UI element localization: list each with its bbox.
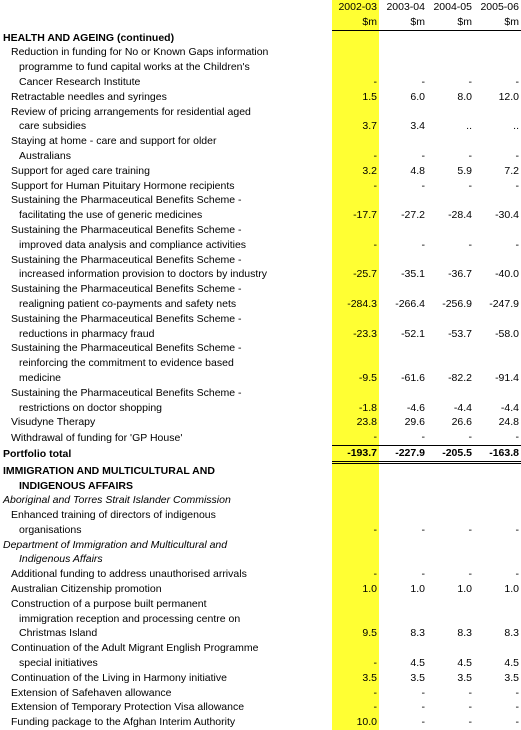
value-cell-2005-06 [474, 105, 521, 120]
value-cell-2005-06: 24.8 [498, 416, 519, 429]
value-cell-2002-03 [332, 282, 379, 297]
value-cell-2004-05: - [468, 431, 472, 444]
value-cell-2002-03: - [373, 523, 377, 536]
value-cell-2002-03 [332, 356, 379, 371]
table-row [0, 134, 521, 149]
value-cell-2004-05: - [468, 686, 472, 699]
value-cell-2005-06 [474, 612, 521, 627]
value-cell-2002-03: - [373, 431, 377, 444]
value-cell-2002-03: - [373, 568, 377, 581]
value-cell-2003-04: 3.5 [410, 671, 425, 684]
measure-label: immigration reception and processing centre on [19, 612, 241, 625]
value-cell-2002-03 [332, 462, 379, 478]
value-cell-2003-04 [379, 45, 427, 60]
value-cell-2005-06 [474, 552, 521, 567]
agency-heading-row [0, 538, 521, 553]
table-row [0, 341, 521, 356]
measure-label: Sustaining the Pharmaceutical Benefits Scheme - [11, 223, 242, 236]
value-cell-2003-04 [379, 30, 427, 45]
value-cell-2005-06: - [515, 431, 519, 444]
value-cell-2003-04: - [421, 238, 425, 251]
value-cell-2003-04 [379, 552, 427, 567]
value-cell-2003-04 [379, 538, 427, 553]
value-cell-2003-04: 4.8 [410, 164, 425, 177]
value-cell-2003-04 [379, 282, 427, 297]
value-cell-2005-06 [474, 134, 521, 149]
value-cell-2003-04: - [421, 523, 425, 536]
value-cell-2002-03 [332, 193, 379, 208]
value-cell-2002-03 [332, 253, 379, 268]
value-cell-2004-05: - [468, 179, 472, 192]
value-cell-2002-03: - [373, 75, 377, 88]
table-row [0, 179, 521, 194]
value-cell-2005-06 [474, 193, 521, 208]
table-row [0, 90, 521, 105]
value-cell-2004-05 [427, 493, 474, 508]
value-cell-2003-04: -27.2 [401, 209, 425, 222]
measure-label: Christmas Island [19, 627, 98, 640]
table-row [0, 119, 521, 134]
table-row [0, 386, 521, 401]
section-heading-row [0, 30, 521, 45]
value-cell-2002-03: 3.5 [362, 671, 377, 684]
value-cell-2005-06 [474, 60, 521, 75]
value-cell-2005-06: 12.0 [498, 90, 519, 103]
value-cell-2002-03 [332, 641, 379, 656]
measure-label: Extension of Safehaven allowance [11, 686, 172, 699]
value-cell-2003-04 [379, 105, 427, 120]
measure-label: Australians [19, 149, 71, 162]
measure-label: Construction of a purpose built permanent [11, 597, 207, 610]
value-cell-2003-04: -35.1 [401, 268, 425, 281]
agency-label: Indigenous Affairs [19, 553, 103, 566]
value-cell-2003-04: -61.6 [401, 371, 425, 384]
value-cell-2005-06 [474, 641, 521, 656]
value-cell-2003-04: - [421, 716, 425, 729]
measure-label: Visudyne Therapy [11, 416, 96, 429]
value-cell-2004-05: -82.2 [448, 371, 472, 384]
value-cell-2002-03: -25.7 [353, 268, 377, 281]
value-cell-2004-05 [427, 193, 474, 208]
value-cell-2002-03: 10.0 [356, 716, 377, 729]
value-cell-2002-03: -1.8 [358, 401, 377, 414]
value-cell-2005-06: -163.8 [474, 445, 521, 462]
measure-label: Retractable needles and syringes [11, 90, 167, 103]
value-cell-2002-03 [332, 612, 379, 627]
value-cell-2003-04: 6.0 [410, 90, 425, 103]
value-cell-2002-03: -17.7 [353, 209, 377, 222]
year-header-2003-04: 2003-04 [386, 1, 425, 13]
table-row [0, 149, 521, 164]
value-cell-2004-05: -256.9 [442, 297, 472, 310]
value-cell-2005-06: .. [513, 120, 519, 133]
value-cell-2002-03 [332, 312, 379, 327]
value-cell-2003-04 [379, 508, 427, 523]
value-cell-2005-06: -40.0 [495, 268, 519, 281]
header-blank [0, 15, 332, 30]
table-row [0, 267, 521, 282]
value-cell-2004-05: -28.4 [448, 209, 472, 222]
year-header-2005-06: 2005-06 [480, 1, 519, 13]
value-cell-2004-05: 3.5 [457, 671, 472, 684]
value-cell-2004-05 [427, 538, 474, 553]
table-row [0, 105, 521, 120]
value-cell-2002-03 [332, 134, 379, 149]
measure-label: restrictions on doctor shopping [19, 401, 162, 414]
agency-label: Department of Immigration and Multicultural and [3, 538, 228, 551]
value-cell-2002-03 [332, 552, 379, 567]
value-cell-2003-04: - [421, 686, 425, 699]
measure-label: Australian Citizenship promotion [11, 583, 162, 596]
measure-label: Funding package to the Afghan Interim Authority [11, 716, 236, 729]
unit-header: $m [427, 15, 474, 30]
table-row [0, 238, 521, 253]
value-cell-2005-06 [474, 508, 521, 523]
portfolio-total-row [0, 445, 521, 462]
value-cell-2005-06: - [515, 568, 519, 581]
value-cell-2005-06: -91.4 [495, 371, 519, 384]
table-row [0, 671, 521, 686]
value-cell-2003-04: - [421, 149, 425, 162]
value-cell-2003-04 [379, 60, 427, 75]
value-cell-2004-05 [427, 508, 474, 523]
value-cell-2002-03 [332, 479, 379, 494]
value-cell-2003-04: - [421, 431, 425, 444]
value-cell-2005-06 [474, 30, 521, 45]
value-cell-2004-05: - [468, 716, 472, 729]
table-row [0, 641, 521, 656]
unit-header: $m [379, 15, 427, 30]
value-cell-2003-04 [379, 641, 427, 656]
value-cell-2003-04 [379, 462, 427, 478]
value-cell-2003-04 [379, 597, 427, 612]
value-cell-2005-06 [474, 341, 521, 356]
value-cell-2004-05 [427, 356, 474, 371]
value-cell-2002-03 [332, 105, 379, 120]
value-cell-2004-05 [427, 341, 474, 356]
value-cell-2005-06 [474, 493, 521, 508]
value-cell-2003-04 [379, 312, 427, 327]
table-row [0, 60, 521, 75]
table-row [0, 567, 521, 582]
section-label: INDIGENOUS AFFAIRS [19, 479, 133, 492]
value-cell-2005-06: -30.4 [495, 209, 519, 222]
value-cell-2004-05: - [468, 523, 472, 536]
value-cell-2003-04 [379, 356, 427, 371]
measure-label: increased information provision to doctors by industry [19, 268, 268, 281]
header-blank [0, 0, 332, 15]
value-cell-2005-06: 7.2 [504, 164, 519, 177]
table-row [0, 612, 521, 627]
value-cell-2004-05 [427, 462, 474, 478]
measure-label: Sustaining the Pharmaceutical Benefits Scheme - [11, 386, 242, 399]
value-cell-2002-03 [332, 493, 379, 508]
value-cell-2005-06: - [515, 238, 519, 251]
agency-heading-row [0, 493, 521, 508]
value-cell-2005-06: -58.0 [495, 327, 519, 340]
value-cell-2002-03 [332, 538, 379, 553]
value-cell-2003-04: -4.6 [406, 401, 425, 414]
value-cell-2004-05: 4.5 [457, 657, 472, 670]
value-cell-2005-06 [474, 479, 521, 494]
value-cell-2005-06: - [515, 716, 519, 729]
value-cell-2002-03: 9.5 [362, 627, 377, 640]
value-cell-2002-03: 1.5 [362, 90, 377, 103]
measure-label: special initiatives [19, 657, 98, 670]
value-cell-2005-06 [474, 253, 521, 268]
value-cell-2002-03: - [373, 179, 377, 192]
measure-label: Additional funding to address unauthorised arrivals [11, 568, 247, 581]
value-cell-2004-05: - [468, 149, 472, 162]
measure-label: care subsidies [19, 120, 87, 133]
measure-label: Staying at home - care and support for older [11, 135, 217, 148]
value-cell-2002-03 [332, 386, 379, 401]
value-cell-2005-06 [474, 223, 521, 238]
measure-label: Sustaining the Pharmaceutical Benefits Scheme - [11, 342, 242, 355]
value-cell-2003-04 [379, 341, 427, 356]
value-cell-2003-04: 1.0 [410, 583, 425, 596]
value-cell-2003-04: 29.6 [404, 416, 425, 429]
value-cell-2003-04: - [421, 75, 425, 88]
measure-label: Cancer Research Institute [19, 75, 141, 88]
header-years-row [0, 0, 521, 15]
value-cell-2005-06: 1.0 [504, 583, 519, 596]
value-cell-2005-06: 3.5 [504, 671, 519, 684]
value-cell-2002-03: - [373, 238, 377, 251]
value-cell-2005-06: - [515, 75, 519, 88]
measure-label: Sustaining the Pharmaceutical Benefits Scheme - [11, 283, 242, 296]
value-cell-2002-03: 23.8 [356, 416, 377, 429]
table-row [0, 312, 521, 327]
value-cell-2004-05: -53.7 [448, 327, 472, 340]
value-cell-2005-06: -4.4 [500, 401, 519, 414]
value-cell-2005-06 [474, 312, 521, 327]
value-cell-2002-03: 1.0 [362, 583, 377, 596]
table-row [0, 297, 521, 312]
value-cell-2004-05: 8.3 [457, 627, 472, 640]
value-cell-2004-05 [427, 597, 474, 612]
value-cell-2002-03 [332, 597, 379, 612]
value-cell-2003-04 [379, 253, 427, 268]
value-cell-2004-05 [427, 253, 474, 268]
value-cell-2003-04: - [421, 179, 425, 192]
value-cell-2004-05: -36.7 [448, 268, 472, 281]
measure-label: medicine [19, 371, 62, 384]
value-cell-2003-04: - [421, 701, 425, 714]
value-cell-2003-04: 3.4 [410, 120, 425, 133]
table-row [0, 164, 521, 179]
value-cell-2004-05 [427, 30, 474, 45]
value-cell-2005-06: 8.3 [504, 627, 519, 640]
table-row [0, 626, 521, 641]
value-cell-2003-04: - [421, 568, 425, 581]
measure-label: Continuation of the Living in Harmony initiative [11, 671, 227, 684]
table-row [0, 193, 521, 208]
value-cell-2005-06 [474, 386, 521, 401]
value-cell-2005-06: - [515, 149, 519, 162]
measure-label: Support for Human Pituitary Hormone recipients [11, 179, 235, 192]
measure-label: organisations [19, 523, 82, 536]
section-label: IMMIGRATION AND MULTICULTURAL AND [3, 464, 215, 477]
value-cell-2003-04: 4.5 [410, 657, 425, 670]
measure-label: facilitating the use of generic medicines [19, 209, 203, 222]
value-cell-2002-03 [332, 508, 379, 523]
table-row [0, 356, 521, 371]
table-row [0, 401, 521, 416]
value-cell-2004-05 [427, 641, 474, 656]
measure-label: reinforcing the commitment to evidence based [19, 357, 234, 370]
measure-label: Extension of Temporary Protection Visa allowance [11, 701, 245, 714]
value-cell-2004-05: - [468, 701, 472, 714]
value-cell-2004-05: - [468, 75, 472, 88]
value-cell-2005-06 [474, 356, 521, 371]
measure-label: Withdrawal of funding for 'GP House' [11, 431, 183, 444]
value-cell-2004-05 [427, 312, 474, 327]
value-cell-2003-04: -52.1 [401, 327, 425, 340]
value-cell-2005-06: -247.9 [489, 297, 519, 310]
measure-label: reductions in pharmacy fraud [19, 327, 155, 340]
header-units-row [0, 15, 521, 30]
measure-label: programme to fund capital works at the Children's [19, 61, 250, 74]
section-heading-row [0, 462, 521, 478]
table-row [0, 523, 521, 538]
table-row [0, 327, 521, 342]
value-cell-2003-04 [379, 493, 427, 508]
value-cell-2004-05 [427, 223, 474, 238]
section-label: HEALTH AND AGEING (continued) [3, 31, 175, 44]
table-row [0, 45, 521, 60]
value-cell-2002-03 [332, 223, 379, 238]
value-cell-2004-05: 1.0 [457, 583, 472, 596]
value-cell-2003-04 [379, 223, 427, 238]
value-cell-2003-04: -227.9 [379, 445, 427, 462]
measure-label: Sustaining the Pharmaceutical Benefits Scheme - [11, 312, 242, 325]
value-cell-2005-06: 4.5 [504, 657, 519, 670]
table-row [0, 582, 521, 597]
value-cell-2004-05 [427, 105, 474, 120]
measure-label: Reduction in funding for No or Known Gaps information [11, 46, 269, 59]
value-cell-2002-03: -23.3 [353, 327, 377, 340]
value-cell-2003-04: -266.4 [395, 297, 425, 310]
value-cell-2002-03: - [373, 657, 377, 670]
value-cell-2003-04 [379, 479, 427, 494]
value-cell-2005-06: - [515, 686, 519, 699]
value-cell-2003-04 [379, 612, 427, 627]
section-heading-row [0, 479, 521, 494]
value-cell-2002-03 [332, 60, 379, 75]
value-cell-2003-04 [379, 193, 427, 208]
table-row [0, 656, 521, 671]
measure-label: Sustaining the Pharmaceutical Benefits Scheme - [11, 253, 242, 266]
measure-label: Sustaining the Pharmaceutical Benefits Scheme - [11, 194, 242, 207]
value-cell-2004-05: -205.5 [427, 445, 474, 462]
value-cell-2005-06: - [515, 179, 519, 192]
value-cell-2004-05: 8.0 [457, 90, 472, 103]
value-cell-2005-06 [474, 538, 521, 553]
table-row [0, 508, 521, 523]
value-cell-2004-05 [427, 45, 474, 60]
table-row [0, 415, 521, 430]
table-row [0, 253, 521, 268]
value-cell-2002-03: 3.2 [362, 164, 377, 177]
value-cell-2005-06 [474, 282, 521, 297]
value-cell-2004-05: -4.4 [453, 401, 472, 414]
value-cell-2004-05 [427, 552, 474, 567]
measure-label: Continuation of the Adult Migrant English Programme [11, 642, 259, 655]
table-row [0, 715, 521, 730]
value-cell-2002-03: - [373, 149, 377, 162]
table-row [0, 597, 521, 612]
measure-label: improved data analysis and compliance activities [19, 238, 247, 251]
value-cell-2005-06: - [515, 701, 519, 714]
value-cell-2002-03 [332, 30, 379, 45]
value-cell-2002-03 [332, 45, 379, 60]
table-row [0, 700, 521, 715]
value-cell-2002-03: -284.3 [347, 297, 377, 310]
value-cell-2002-03: -9.5 [358, 371, 377, 384]
table-row [0, 686, 521, 701]
value-cell-2002-03: 3.7 [362, 120, 377, 133]
value-cell-2005-06 [474, 45, 521, 60]
portfolio-total-label: Portfolio total [3, 448, 72, 461]
value-cell-2004-05: .. [466, 120, 472, 133]
table-row [0, 208, 521, 223]
value-cell-2005-06 [474, 462, 521, 478]
value-cell-2002-03: - [373, 686, 377, 699]
value-cell-2004-05: 26.6 [451, 416, 472, 429]
value-cell-2003-04 [379, 386, 427, 401]
measure-label: Enhanced training of directors of indigenous [11, 509, 216, 522]
value-cell-2004-05 [427, 60, 474, 75]
value-cell-2002-03 [332, 341, 379, 356]
value-cell-2004-05 [427, 134, 474, 149]
table-row [0, 223, 521, 238]
value-cell-2004-05 [427, 612, 474, 627]
table-row [0, 282, 521, 297]
agency-heading-row [0, 552, 521, 567]
table-row [0, 75, 521, 90]
unit-header: $m [332, 15, 379, 30]
value-cell-2005-06: - [515, 523, 519, 536]
unit-header: $m [474, 15, 521, 30]
table-row [0, 430, 521, 445]
year-header-2002-03: 2002-03 [338, 1, 377, 13]
year-header-2004-05: 2004-05 [433, 1, 472, 13]
value-cell-2005-06 [474, 597, 521, 612]
value-cell-2004-05 [427, 282, 474, 297]
agency-label: Aboriginal and Torres Strait Islander Commission [3, 494, 231, 507]
value-cell-2002-03: - [373, 701, 377, 714]
table-row [0, 371, 521, 386]
measure-label: Support for aged care training [11, 164, 150, 177]
measure-label: Review of pricing arrangements for residential aged [11, 105, 251, 118]
value-cell-2004-05: 5.9 [457, 164, 472, 177]
value-cell-2002-03: -193.7 [332, 445, 379, 462]
measure-label: realigning patient co-payments and safety nets [19, 297, 237, 310]
value-cell-2004-05 [427, 479, 474, 494]
value-cell-2003-04: 8.3 [410, 627, 425, 640]
value-cell-2004-05: - [468, 568, 472, 581]
value-cell-2004-05 [427, 386, 474, 401]
value-cell-2003-04 [379, 134, 427, 149]
value-cell-2004-05: - [468, 238, 472, 251]
